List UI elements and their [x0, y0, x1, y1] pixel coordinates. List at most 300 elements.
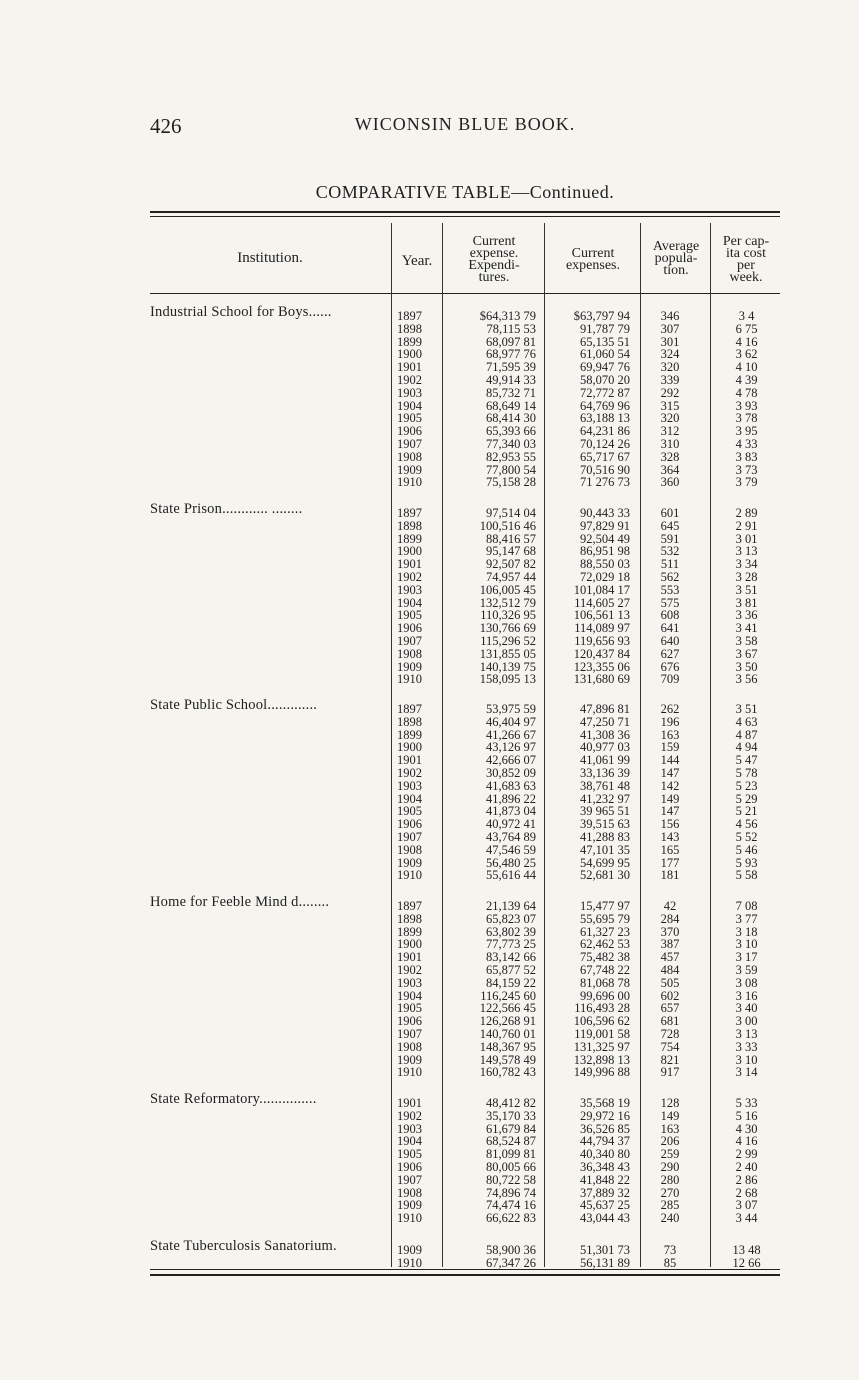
population-cell: 821 [660, 1052, 680, 1067]
expenditures-cell: 41,683 63 [486, 778, 536, 793]
per-capita-cell: 5 93 [735, 855, 758, 870]
expenditures-cell: 160,782 43 [479, 1065, 536, 1080]
current-expenses-cell: 119,656 93 [574, 634, 630, 648]
per-capita-cell: 3 4 [738, 309, 755, 323]
population-cell: 676 [660, 659, 680, 674]
expenditures-cell: 43,764 89 [486, 830, 536, 844]
header-line: ita cost [725, 246, 767, 261]
year-cell: 1910 [397, 868, 422, 883]
per-capita-cell: 3 83 [735, 449, 758, 464]
expenditures-cell: 65,393 66 [486, 424, 536, 439]
expenditures-cell: 48,412 82 [486, 1096, 536, 1110]
expenditures-cell: 66,622 83 [486, 1211, 536, 1226]
bottom-rule-thick [150, 1274, 780, 1276]
institution-name: Industrial School for Boys...... [150, 304, 332, 320]
year-cell: 1903 [397, 975, 422, 990]
current-expenses-cell: 131,325 97 [573, 1039, 630, 1054]
expenditures-cell: 42,666 07 [486, 753, 536, 768]
expenditures-cell: 81,099 81 [486, 1147, 536, 1162]
header-line: Average [652, 239, 700, 254]
population-cell: 364 [660, 462, 680, 477]
year-cell: 1904 [397, 988, 422, 1003]
page-number: 426 [150, 114, 182, 138]
year-cell: 1897 [397, 899, 422, 913]
expenditures-cell: 85,732 71 [486, 385, 536, 400]
year-cell: 1902 [397, 1108, 422, 1123]
per-capita-cell: 4 33 [735, 437, 758, 451]
per-capita-cell: 12 66 [732, 1255, 761, 1270]
expenditures-cell: 65,823 07 [486, 911, 536, 926]
per-capita-cell: 3 17 [735, 950, 758, 965]
expenditures-cell: 106,005 45 [479, 582, 536, 597]
per-capita-cell: 3 44 [735, 1211, 758, 1226]
expenditures-cell: 148,367 95 [479, 1039, 536, 1054]
expenditures-cell: 21,139 64 [486, 899, 536, 913]
population-cell: 240 [660, 1211, 680, 1226]
population-cell: 709 [660, 672, 680, 687]
year-cell: 1902 [397, 570, 422, 584]
expenditures-cell: 110,326 95 [480, 608, 536, 623]
per-capita-cell: 3 81 [735, 595, 758, 610]
current-expenses-cell: 81,068 78 [580, 975, 630, 990]
current-expenses-cell: 47,896 81 [580, 702, 630, 716]
per-capita-cell: 6 75 [735, 321, 758, 336]
year-cell: 1904 [397, 398, 422, 413]
year-cell: 1910 [397, 672, 422, 687]
current-expenses-cell: 119,001 58 [574, 1027, 630, 1041]
year-cell: 1908 [397, 842, 422, 857]
per-capita-cell: 3 58 [735, 634, 758, 648]
per-capita-cell: 3 56 [735, 672, 758, 687]
institution-name: State Public School............. [150, 697, 318, 713]
population-cell: 608 [660, 608, 680, 623]
per-capita-cell: 4 63 [735, 714, 758, 729]
institution-name: State Tuberculosis Sanatorium. [150, 1238, 337, 1254]
per-capita-cell: 5 46 [735, 842, 758, 857]
population-cell: 270 [660, 1185, 680, 1200]
population-cell: 320 [660, 360, 680, 375]
population-cell: 339 [660, 373, 680, 387]
year-cell: 1901 [397, 360, 422, 375]
expenditures-cell: 63,802 39 [486, 924, 536, 939]
per-capita-cell: 3 13 [735, 1027, 758, 1041]
header-line: per [737, 258, 755, 273]
expenditures-cell: 68,649 14 [486, 398, 536, 413]
population-cell: 917 [660, 1065, 680, 1080]
year-cell: 1897 [397, 309, 422, 323]
current-expenses-cell: 64,769 96 [580, 398, 630, 413]
current-expenses-cell: 101,084 17 [573, 582, 630, 597]
current-expenses-cell: 67,748 22 [580, 963, 630, 977]
per-capita-cell: 3 33 [735, 1039, 758, 1054]
header-expenditures [444, 236, 544, 284]
column-divider [710, 223, 711, 1267]
expenditures-cell: 95,147 68 [486, 544, 536, 559]
per-capita-cell: 2 99 [735, 1147, 758, 1162]
population-cell: 290 [660, 1160, 680, 1174]
current-expenses-cell: 55,695 79 [580, 911, 630, 926]
population-cell: 177 [660, 855, 680, 870]
population-cell: 163 [660, 727, 680, 742]
per-capita-cell: 3 00 [735, 1014, 758, 1029]
year-cell: 1899 [397, 924, 422, 939]
year-cell: 1903 [397, 1121, 422, 1136]
current-expenses-cell: 54,699 95 [580, 855, 630, 870]
year-cell: 1910 [397, 1211, 422, 1226]
per-capita-cell: 5 33 [735, 1096, 758, 1110]
per-capita-cell: 4 56 [735, 817, 758, 832]
year-cell: 1901 [397, 557, 422, 572]
current-expenses-cell: 43,044 43 [580, 1211, 630, 1226]
current-expenses-cell: 92,504 49 [580, 531, 630, 546]
current-expenses-cell: 131,680 69 [573, 672, 630, 687]
year-cell: 1900 [397, 937, 422, 952]
expenditures-cell: 132,512 79 [479, 595, 536, 610]
year-cell: 1906 [397, 1014, 422, 1029]
current-expenses-cell: 63,188 13 [580, 411, 630, 426]
population-cell: 128 [660, 1096, 680, 1110]
current-expenses-cell: 51,301 73 [580, 1243, 630, 1257]
per-capita-cell: 4 30 [735, 1121, 758, 1136]
population-cell: 85 [663, 1255, 677, 1270]
population-cell: 645 [660, 518, 680, 533]
current-expenses-cell: 40,340 80 [580, 1147, 630, 1162]
current-expenses-cell: 116,493 28 [574, 1001, 630, 1016]
expenditures-cell: 58,900 36 [486, 1243, 536, 1257]
current-expenses-cell: 40,977 03 [580, 740, 630, 755]
expenditures-cell: 140,760 01 [479, 1027, 536, 1041]
population-cell: 310 [660, 437, 680, 451]
current-expenses-cell: 47,250 71 [580, 714, 630, 729]
population-cell: 681 [660, 1014, 680, 1029]
population-cell: 511 [660, 557, 680, 572]
header-line: expenses. [565, 258, 621, 273]
population-cell: 387 [660, 937, 680, 952]
year-cell: 1906 [397, 621, 422, 636]
year-cell: 1908 [397, 1039, 422, 1054]
current-expenses-cell: 36,526 85 [580, 1121, 630, 1136]
population-cell: 532 [660, 544, 680, 559]
current-expenses-cell: 61,327 23 [580, 924, 630, 939]
expenditures-cell: 61,679 84 [486, 1121, 536, 1136]
population-cell: 328 [660, 449, 680, 464]
year-cell: 1897 [397, 506, 422, 520]
table-title: COMPARATIVE TABLE—Continued. [315, 182, 615, 202]
current-expenses-cell: 91,787 79 [580, 321, 630, 336]
population-cell: 142 [660, 778, 680, 793]
per-capita-cell: 5 16 [735, 1108, 758, 1123]
per-capita-cell: 4 39 [735, 373, 758, 387]
current-expenses-cell: 33,136 39 [580, 766, 630, 780]
year-cell: 1902 [397, 373, 422, 387]
per-capita-cell: 7 08 [735, 899, 758, 913]
year-cell: 1898 [397, 911, 422, 926]
population-cell: 360 [660, 475, 680, 490]
year-cell: 1905 [397, 1147, 422, 1162]
current-expenses-cell: 69,947 76 [580, 360, 630, 375]
year-cell: 1904 [397, 791, 422, 806]
expenditures-cell: 77,800 54 [486, 462, 536, 477]
year-cell: 1899 [397, 727, 422, 742]
population-cell: 159 [660, 740, 680, 755]
current-expenses-cell: 123,355 06 [573, 659, 630, 674]
current-expenses-cell: 41,288 83 [580, 830, 630, 844]
per-capita-cell: 13 48 [732, 1243, 761, 1257]
header-line: Per cap- [722, 234, 770, 249]
expenditures-cell: 30,852 09 [486, 766, 536, 780]
expenditures-cell: 149,578 49 [479, 1052, 536, 1067]
year-cell: 1904 [397, 1134, 422, 1149]
expenditures-cell: 40,972 41 [486, 817, 536, 832]
column-divider [391, 223, 392, 1267]
per-capita-cell: 4 16 [735, 1134, 758, 1149]
population-cell: 591 [660, 531, 680, 546]
per-capita-cell: 4 78 [735, 385, 758, 400]
population-cell: 575 [660, 595, 680, 610]
expenditures-cell: 131,855 05 [479, 646, 536, 661]
header-average-population [642, 241, 710, 277]
per-capita-cell: 3 51 [735, 702, 758, 716]
per-capita-cell: 4 10 [735, 360, 758, 375]
header-line: Institution. [237, 250, 303, 266]
current-expenses-cell: 106,596 62 [573, 1014, 630, 1029]
year-cell: 1909 [397, 462, 422, 477]
population-cell: 149 [660, 1108, 680, 1123]
running-head: WICONSIN BLUE BOOK. [354, 114, 576, 134]
year-cell: 1910 [397, 1065, 422, 1080]
per-capita-cell: 3 95 [735, 424, 758, 439]
population-cell: 73 [663, 1243, 677, 1257]
header-year [393, 255, 441, 267]
current-expenses-cell: 41,232 97 [580, 791, 630, 806]
per-capita-cell: 5 47 [735, 753, 758, 768]
per-capita-cell: 3 51 [735, 582, 758, 597]
current-expenses-cell: 52,681 30 [580, 868, 630, 883]
population-cell: 284 [660, 911, 680, 926]
header-line: popula- [654, 251, 698, 266]
current-expenses-cell: 41,308 36 [580, 727, 630, 742]
per-capita-cell: 5 21 [735, 804, 758, 819]
expenditures-cell: 68,097 81 [486, 334, 536, 349]
year-cell: 1910 [397, 475, 422, 490]
current-expenses-cell: 132,898 13 [573, 1052, 630, 1067]
current-expenses-cell: 45,637 25 [580, 1198, 630, 1213]
current-expenses-cell: 114,089 97 [574, 621, 630, 636]
per-capita-cell: 3 18 [735, 924, 758, 939]
per-capita-cell: 3 62 [735, 347, 758, 362]
current-expenses-cell: 58,070 20 [580, 373, 630, 387]
expenditures-cell: $64,313 79 [479, 309, 536, 323]
expenditures-cell: 74,896 74 [486, 1185, 536, 1200]
population-cell: 165 [660, 842, 680, 857]
per-capita-cell: 5 23 [735, 778, 758, 793]
per-capita-cell: 3 10 [735, 937, 758, 952]
current-expenses-cell: 71 276 73 [580, 475, 630, 490]
population-cell: 657 [660, 1001, 680, 1016]
year-cell: 1907 [397, 1172, 422, 1187]
expenditures-cell: 46,404 97 [486, 714, 536, 729]
year-cell: 1904 [397, 595, 422, 610]
per-capita-cell: 5 29 [735, 791, 758, 806]
per-capita-cell: 3 13 [735, 544, 758, 559]
expenditures-cell: 78,115 53 [486, 321, 536, 336]
current-expenses-cell: 70,124 26 [580, 437, 630, 451]
current-expenses-cell: 64,231 86 [580, 424, 630, 439]
header-current-expenses [546, 248, 640, 272]
year-cell: 1905 [397, 1001, 422, 1016]
year-cell: 1898 [397, 714, 422, 729]
population-cell: 370 [660, 924, 680, 939]
year-cell: 1909 [397, 1052, 422, 1067]
population-cell: 601 [660, 506, 680, 520]
expenditures-cell: 126,268 91 [479, 1014, 536, 1029]
expenditures-cell: 65,877 52 [486, 963, 536, 977]
year-cell: 1908 [397, 449, 422, 464]
population-cell: 196 [660, 714, 680, 729]
current-expenses-cell: 65,717 67 [580, 449, 630, 464]
current-expenses-cell: 97,829 91 [580, 518, 630, 533]
population-cell: 754 [660, 1039, 680, 1054]
expenditures-cell: 47,546 59 [486, 842, 536, 857]
year-cell: 1898 [397, 518, 422, 533]
per-capita-cell: 5 78 [735, 766, 758, 780]
population-cell: 285 [660, 1198, 680, 1213]
expenditures-cell: 130,766 69 [479, 621, 536, 636]
expenditures-cell: 77,773 25 [486, 937, 536, 952]
per-capita-cell: 3 10 [735, 1052, 758, 1067]
current-expenses-cell: 70,516 90 [580, 462, 630, 477]
current-expenses-cell: $63,797 94 [573, 309, 630, 323]
per-capita-cell: 2 86 [735, 1172, 758, 1187]
expenditures-cell: 71,595 39 [486, 360, 536, 375]
population-cell: 457 [660, 950, 680, 965]
year-cell: 1909 [397, 1243, 422, 1257]
year-cell: 1901 [397, 753, 422, 768]
population-cell: 292 [660, 385, 680, 400]
institution-name: State Reformatory............... [150, 1091, 317, 1107]
year-cell: 1910 [397, 1255, 422, 1270]
population-cell: 147 [660, 766, 680, 780]
population-cell: 163 [660, 1121, 680, 1136]
year-cell: 1905 [397, 411, 422, 426]
year-cell: 1907 [397, 830, 422, 844]
expenditures-cell: 74,957 44 [486, 570, 536, 584]
expenditures-cell: 122,566 45 [479, 1001, 536, 1016]
per-capita-cell: 2 40 [735, 1160, 758, 1174]
population-cell: 144 [660, 753, 680, 768]
year-cell: 1909 [397, 659, 422, 674]
population-cell: 627 [660, 646, 680, 661]
population-cell: 147 [660, 804, 680, 819]
expenditures-cell: 115,296 52 [480, 634, 536, 648]
current-expenses-cell: 72,029 18 [580, 570, 630, 584]
per-capita-cell: 3 01 [735, 531, 758, 546]
expenditures-cell: 74,474 16 [486, 1198, 536, 1213]
population-cell: 156 [660, 817, 680, 832]
year-cell: 1902 [397, 766, 422, 780]
expenditures-cell: 55,616 44 [486, 868, 536, 883]
header-line: tion. [663, 263, 689, 278]
per-capita-cell: 3 78 [735, 411, 758, 426]
per-capita-cell: 3 59 [735, 963, 758, 977]
bottom-rule-thin [150, 1269, 780, 1270]
year-cell: 1900 [397, 740, 422, 755]
population-cell: 42 [663, 899, 677, 913]
expenditures-cell: 92,507 82 [486, 557, 536, 572]
current-expenses-cell: 56,131 89 [580, 1255, 630, 1270]
header-line: Year. [401, 253, 433, 269]
current-expenses-cell: 72,772 87 [580, 385, 630, 400]
expenditures-cell: 68,524 87 [486, 1134, 536, 1149]
current-expenses-cell: 62,462 53 [580, 937, 630, 952]
per-capita-cell: 3 93 [735, 398, 758, 413]
column-divider [544, 223, 545, 1267]
current-expenses-cell: 47,101 35 [580, 842, 630, 857]
header-institution [150, 252, 390, 264]
current-expenses-cell: 39,515 63 [580, 817, 630, 832]
expenditures-cell: 82,953 55 [486, 449, 536, 464]
per-capita-cell: 2 68 [735, 1185, 758, 1200]
population-cell: 143 [660, 830, 680, 844]
population-cell: 324 [660, 347, 680, 362]
population-cell: 640 [660, 634, 680, 648]
per-capita-cell: 3 73 [735, 462, 758, 477]
top-rule-thin [150, 216, 780, 217]
per-capita-cell: 2 91 [735, 518, 758, 533]
current-expenses-cell: 106,561 13 [573, 608, 630, 623]
population-cell: 149 [660, 791, 680, 806]
population-cell: 346 [660, 309, 680, 323]
year-cell: 1899 [397, 531, 422, 546]
year-cell: 1901 [397, 1096, 422, 1110]
current-expenses-cell: 37,889 32 [580, 1185, 630, 1200]
expenditures-cell: 41,896 22 [486, 791, 536, 806]
current-expenses-cell: 149,996 88 [573, 1065, 630, 1080]
expenditures-cell: 116,245 60 [480, 988, 536, 1003]
per-capita-cell: 3 16 [735, 988, 758, 1003]
per-capita-cell: 3 40 [735, 1001, 758, 1016]
current-expenses-cell: 114,605 27 [574, 595, 630, 610]
header-line: week. [729, 270, 763, 285]
per-capita-cell: 4 16 [735, 334, 758, 349]
population-cell: 301 [660, 334, 680, 349]
per-capita-cell: 3 08 [735, 975, 758, 990]
expenditures-cell: 158,095 13 [479, 672, 536, 687]
year-cell: 1909 [397, 1198, 422, 1213]
current-expenses-cell: 86,951 98 [580, 544, 630, 559]
current-expenses-cell: 90,443 33 [580, 506, 630, 520]
current-expenses-cell: 61,060 54 [580, 347, 630, 362]
header-line: expense. [469, 246, 519, 261]
header-per-capita-cost [712, 236, 780, 284]
header-line: Current [472, 234, 516, 249]
per-capita-cell: 3 50 [735, 659, 758, 674]
year-cell: 1905 [397, 804, 422, 819]
expenditures-cell: 83,142 66 [486, 950, 536, 965]
year-cell: 1905 [397, 608, 422, 623]
per-capita-cell: 3 79 [735, 475, 758, 490]
population-cell: 553 [660, 582, 680, 597]
current-expenses-cell: 15,477 97 [580, 899, 630, 913]
year-cell: 1901 [397, 950, 422, 965]
expenditures-cell: 68,414 30 [486, 411, 536, 426]
expenditures-cell: 140,139 75 [479, 659, 536, 674]
year-cell: 1906 [397, 424, 422, 439]
year-cell: 1906 [397, 1160, 422, 1174]
per-capita-cell: 3 41 [735, 621, 758, 636]
current-expenses-cell: 65,135 51 [580, 334, 630, 349]
year-cell: 1907 [397, 1027, 422, 1041]
